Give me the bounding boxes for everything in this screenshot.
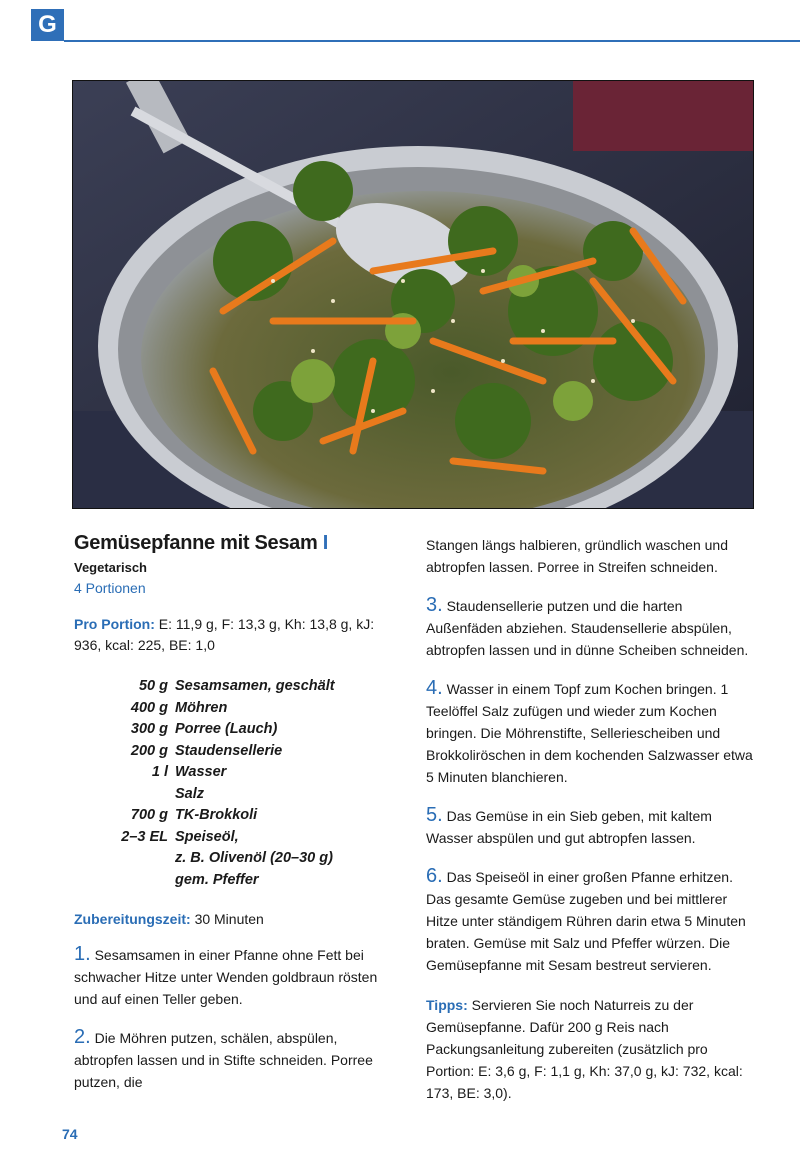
ingredient-row: 400 g Möhren — [130, 699, 228, 716]
step-6: 6. Das Speiseöl in einer großen Pfanne erhitzen. Das gesamte Gemüse zugeben und bei mittlerer Hitze unter ständigem Rühren darin etwa 5 Minuten braten. Gemüse mit Salz und Pfeffer würzen. Die Gemüsepfanne mit Sesam bestreut servieren. — [426, 865, 746, 973]
step-2-continued: Stangen längs halbieren, gründlich waschen und abtropfen lassen. Porree in Streifen schneiden. — [426, 537, 728, 575]
ingredient-list — [74, 676, 394, 891]
left-column — [74, 530, 394, 1093]
recipe-photo — [72, 80, 754, 509]
ingredient-row: 200 g Staudensellerie — [130, 742, 283, 759]
tips: Tipps: Servieren Sie noch Naturreis zu der Gemüsepfanne. Dafür 200 g Reis nach Packungsanleitung zubereiten (zusätzlich pro Portion: E: 3,6 g, F: 1,1 g, Kh: 37,0 g, kJ: 732, kcal: 173, BE: 3,0). — [426, 997, 743, 1101]
recipe-category: Vegetarisch — [74, 560, 147, 575]
recipe-portions: 4 Portionen — [74, 580, 146, 596]
step-2: 2. Die Möhren putzen, schälen, abspülen, abtropfen lassen und in Stifte schneiden. Porree putzen, die — [74, 1026, 373, 1090]
recipe-title: Gemüsepfanne mit Sesam I — [74, 532, 329, 554]
nutrition-info: Pro Portion: E: 11,9 g, F: 13,3 g, Kh: 13,8 g, kJ: 936, kcal: 225, BE: 1,0 — [74, 616, 375, 653]
right-column — [426, 534, 756, 1104]
ingredient-row: 1 l Wasser — [151, 764, 227, 780]
ingredient-row: z. B. Olivenöl (20–30 g) — [175, 850, 333, 866]
page-number: 74 — [62, 1126, 78, 1142]
ingredient-row: 300 g Porree (Lauch) — [130, 721, 278, 737]
ingredient-row: gem. Pfeffer — [175, 871, 259, 888]
header-rule — [64, 40, 800, 42]
step-1: 1. Sesamsamen in einer Pfanne ohne Fett bei schwacher Hitze unter Wenden goldbraun rösten und auf einen Teller geben. — [74, 943, 378, 1007]
step-3: 3. Staudensellerie putzen und die harten Außenfäden abziehen. Staudensellerie abspülen, abtropfen lassen und in dünne Scheiben schneiden. — [426, 594, 749, 658]
prep-time: Zubereitungszeit: 30 Minuten — [74, 911, 264, 927]
ingredient-row: 2–3 EL Speiseöl, — [121, 828, 239, 845]
section-letter-tab: G — [31, 9, 64, 41]
step-4: 4. Wasser in einem Topf zum Kochen bringen. 1 Teelöffel Salz zufügen und wieder zum Kochen bringen. Die Möhrenstifte, Selleriescheiben und Brokkoliröschen in dem kochenden Salzwasser etwa 5 Minuten blanchieren. — [426, 677, 753, 785]
step-5: 5. Das Gemüse in ein Sieb geben, mit kaltem Wasser abspülen und gut abtropfen lassen. — [426, 804, 712, 846]
ingredient-row: 700 g TK-Brokkoli — [130, 807, 258, 823]
ingredient-row: Salz — [175, 785, 205, 802]
ingredient-row: 50 g Sesamsamen, geschält — [138, 678, 335, 694]
